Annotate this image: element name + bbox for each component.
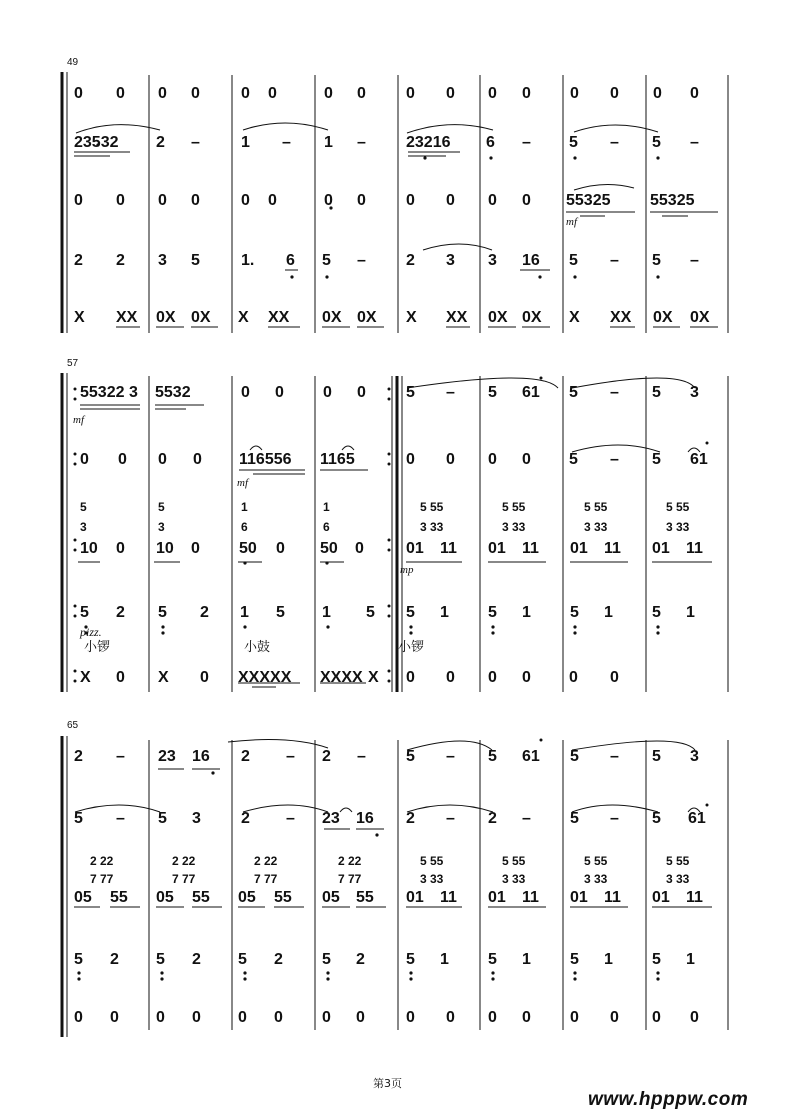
note-s3-r2-14: –	[610, 810, 619, 827]
note-s1-r4-4: 5	[191, 252, 200, 269]
note-s1-r4-15: 5	[652, 252, 661, 269]
note-s3-r2-12: –	[522, 810, 531, 827]
note-s3-r5-8: 0	[356, 1009, 365, 1026]
note-s1-r2-6: 1	[324, 134, 333, 151]
chord-stack-4-4-1: 5 55	[666, 854, 690, 868]
note-s2-r2-1: 0	[80, 451, 89, 468]
note-s1-r5-6: XX	[268, 309, 290, 326]
note-s1-r5-7: 0X	[322, 309, 342, 326]
note-s1-r4-3: 3	[158, 252, 167, 269]
note-s1-r5-5: X	[238, 309, 249, 326]
note-s2-r4-7: 1	[322, 604, 331, 621]
site-watermark: www.hpppw.com	[588, 1089, 749, 1110]
note-s3-r4-11: 5	[488, 951, 497, 968]
page-number: 第3页	[373, 1077, 402, 1090]
note-s3-r5-13: 0	[570, 1009, 579, 1026]
note-s2-r4-16: 1	[686, 604, 695, 621]
note-s3-r1-9: 5	[406, 748, 415, 765]
note-s2-r1-10: 61	[522, 384, 540, 401]
xiaoluo-label-2: 小锣	[398, 640, 425, 655]
note-s3-r1-8: –	[357, 748, 366, 765]
note-s3-r5-4: 0	[192, 1009, 201, 1026]
note-s1-r1-14: 0	[610, 85, 619, 102]
chord-stack-3-4-1: 2 22	[338, 854, 362, 868]
dynamic-mf-1: mf	[566, 216, 577, 228]
note-s3-r2-10: –	[446, 810, 455, 827]
note-s3-r5-5: 0	[238, 1009, 247, 1026]
note-s2-r2-4: 0	[193, 451, 202, 468]
note-s3-r4-10: 1	[440, 951, 449, 968]
note-s1-r2-11: 5	[569, 134, 578, 151]
note-s3-r2-11: 2	[488, 810, 497, 827]
note-s3-r4-4: 2	[192, 951, 201, 968]
note-s3-r2-8: 16	[356, 810, 374, 827]
note-s2-r4-15: 5	[652, 604, 661, 621]
note-s3-r3-7: 05	[322, 889, 340, 906]
note-s3-r5-15: 0	[652, 1009, 661, 1026]
chord-stack-3-2-1: 2 22	[172, 854, 196, 868]
note-s3-r4-15: 5	[652, 951, 661, 968]
note-s3-r5-7: 0	[322, 1009, 331, 1026]
note-s1-r2-3: –	[191, 134, 200, 151]
note-s2-r4-13: 5	[570, 604, 579, 621]
note-s3-r5-2: 0	[110, 1009, 119, 1026]
note-s2-r3-1: 10	[80, 540, 98, 557]
note-s1-r1-8: 0	[357, 85, 366, 102]
note-s2-r1-6: 0	[357, 384, 366, 401]
note-s2-r3-7: 50	[320, 540, 338, 557]
note-s1-r1-12: 0	[522, 85, 531, 102]
note-s1-r3-5: 0	[241, 192, 250, 209]
chord-stack-4-2-1: 5 55	[502, 854, 526, 868]
note-s3-r3-10: 11	[440, 889, 457, 906]
note-s2-r1-3: 0	[241, 384, 250, 401]
note-s1-r1-13: 0	[570, 85, 579, 102]
note-s1-r4-14: –	[610, 252, 619, 269]
chord-stack-2-1-1: 5 55	[420, 500, 444, 514]
note-s3-r2-5: 2	[241, 810, 250, 827]
note-s1-r4-6: 6	[286, 252, 295, 269]
note-s2-r4-9: 5	[406, 604, 415, 621]
note-s2-r5-5: XXXXX	[238, 669, 292, 686]
note-s1-r1-9: 0	[406, 85, 415, 102]
note-s3-r1-12: 61	[522, 748, 540, 765]
note-s1-r5-1: X	[74, 309, 85, 326]
note-s2-r2-5: 116556	[239, 451, 292, 468]
note-s3-r5-6: 0	[274, 1009, 283, 1026]
note-s2-r3-5: 50	[239, 540, 257, 557]
note-s2-r1-5: 0	[323, 384, 332, 401]
note-s2-r4-14: 1	[604, 604, 613, 621]
note-s1-r1-6: 0	[268, 85, 277, 102]
note-s2-r2-10: 0	[522, 451, 531, 468]
note-s3-r3-2: 55	[110, 889, 128, 906]
note-s1-r1-1: 0	[74, 85, 83, 102]
note-s2-r4-12: 1	[522, 604, 531, 621]
note-s3-r3-9: 01	[406, 889, 424, 906]
note-s1-r3-9: 0	[406, 192, 415, 209]
note-s1-r5-16: 0X	[690, 309, 710, 326]
note-s3-r3-15: 01	[652, 889, 670, 906]
note-s2-r3-2: 0	[116, 540, 125, 557]
note-s2-r2-12: –	[610, 451, 619, 468]
note-s2-r1-12: –	[610, 384, 619, 401]
note-s2-r2-6: 1165	[320, 451, 355, 468]
chord-stack-2-4-1: 5 55	[666, 500, 690, 514]
note-s2-r3-8: 0	[355, 540, 364, 557]
note-s3-r5-10: 0	[446, 1009, 455, 1026]
note-s1-r2-5: –	[282, 134, 291, 151]
note-s3-r5-3: 0	[156, 1009, 165, 1026]
note-s2-r5-1: X	[80, 669, 91, 686]
note-s2-r3-4: 0	[191, 540, 200, 557]
note-s3-r2-13: 5	[570, 810, 579, 827]
note-s3-r2-2: –	[116, 810, 125, 827]
chord-stack-4-2-2: 3 33	[502, 872, 526, 886]
note-s3-r3-6: 55	[274, 889, 292, 906]
note-s2-r5-12: 0	[569, 669, 578, 686]
note-s3-r5-11: 0	[488, 1009, 497, 1026]
chord-stack-4-4-2: 3 33	[666, 872, 690, 886]
note-s2-r2-11: 5	[569, 451, 578, 468]
note-s1-r4-7: 5	[322, 252, 331, 269]
chord-stack-1-1-2: 3	[80, 520, 87, 534]
note-s1-r4-9: 2	[406, 252, 415, 269]
note-s1-r2-7: –	[357, 134, 366, 151]
note-s3-r1-13: 5	[570, 748, 579, 765]
note-s3-r1-3: 23	[158, 748, 176, 765]
chord-stack-1-2-2: 3	[158, 520, 165, 534]
note-s2-r1-14: 3	[690, 384, 699, 401]
note-s2-r4-4: 2	[200, 604, 209, 621]
note-s3-r1-6: –	[286, 748, 295, 765]
note-s2-r5-7: X	[368, 669, 379, 686]
note-s2-r5-11: 0	[522, 669, 531, 686]
note-s3-r5-14: 0	[610, 1009, 619, 1026]
note-s1-r5-12: 0X	[522, 309, 542, 326]
note-s3-r4-6: 2	[274, 951, 283, 968]
chord-stack-3-1-2: 7 77	[90, 872, 114, 886]
note-s3-r5-9: 0	[406, 1009, 415, 1026]
note-s2-r4-1: 5	[80, 604, 89, 621]
note-s3-r2-7: 23	[322, 810, 340, 827]
chord-stack-4-3-1: 5 55	[584, 854, 608, 868]
note-s2-r4-3: 5	[158, 604, 167, 621]
note-s1-r5-15: 0X	[653, 309, 673, 326]
note-s1-r3-10: 0	[446, 192, 455, 209]
note-s3-r3-13: 01	[570, 889, 588, 906]
note-s2-r3-13: 01	[570, 540, 588, 557]
note-s3-r2-1: 5	[74, 810, 83, 827]
note-s2-r2-9: 0	[488, 451, 497, 468]
note-s1-r4-11: 3	[488, 252, 497, 269]
dynamic-mp: mp	[400, 564, 414, 576]
chord-stack-1-4-2: 6	[323, 520, 330, 534]
note-s1-r2-9: 6	[486, 134, 495, 151]
bar-number-65: 65	[67, 720, 79, 731]
note-s1-r1-16: 0	[690, 85, 699, 102]
note-s1-r5-14: XX	[610, 309, 632, 326]
chord-stack-3-4-2: 7 77	[338, 872, 362, 886]
note-s2-r5-9: 0	[446, 669, 455, 686]
note-s2-r5-4: 0	[200, 669, 209, 686]
note-s3-r1-4: 16	[192, 748, 210, 765]
note-s3-r1-11: 5	[488, 748, 497, 765]
note-s1-r4-1: 2	[74, 252, 83, 269]
note-s3-r4-12: 1	[522, 951, 531, 968]
note-s3-r2-15: 5	[652, 810, 661, 827]
note-s2-r1-13: 5	[652, 384, 661, 401]
note-s3-r4-1: 5	[74, 951, 83, 968]
note-s2-r2-8: 0	[446, 451, 455, 468]
note-s1-r3-3: 0	[158, 192, 167, 209]
note-s3-r2-6: –	[286, 810, 295, 827]
dynamic-mf-3: mf	[237, 477, 248, 489]
note-s2-r2-13: 5	[652, 451, 661, 468]
xiaogu-label: 小鼓	[244, 640, 271, 655]
note-s1-r4-2: 2	[116, 252, 125, 269]
note-s1-r5-3: 0X	[156, 309, 176, 326]
note-s1-r2-12: –	[610, 134, 619, 151]
note-s1-r4-10: 3	[446, 252, 455, 269]
note-s1-r3-4: 0	[191, 192, 200, 209]
note-s2-r1-1: 55322 3	[80, 384, 138, 401]
note-s2-r3-9: 01	[406, 540, 424, 557]
note-s2-r1-9: 5	[488, 384, 497, 401]
note-s3-r4-5: 5	[238, 951, 247, 968]
chord-stack-1-4-1: 1	[323, 500, 330, 514]
chord-stack-3-3-1: 2 22	[254, 854, 278, 868]
note-s1-r3-2: 0	[116, 192, 125, 209]
note-s3-r1-14: –	[610, 748, 619, 765]
note-s2-r3-10: 11	[440, 540, 457, 557]
note-s2-r5-10: 0	[488, 669, 497, 686]
note-s3-r4-9: 5	[406, 951, 415, 968]
note-s1-r4-8: –	[357, 252, 366, 269]
note-s1-r4-13: 5	[569, 252, 578, 269]
note-s2-r2-3: 0	[158, 451, 167, 468]
note-s3-r3-16: 11	[686, 889, 703, 906]
note-s3-r3-8: 55	[356, 889, 374, 906]
note-s1-r2-13: 5	[652, 134, 661, 151]
chord-stack-4-3-2: 3 33	[584, 872, 608, 886]
note-s2-r3-11: 01	[488, 540, 506, 557]
chord-stack-2-3-2: 3 33	[584, 520, 608, 534]
chord-stack-2-1-2: 3 33	[420, 520, 444, 534]
note-s1-r3-13: 55325	[566, 192, 611, 209]
note-s3-r4-2: 2	[110, 951, 119, 968]
note-s3-r1-5: 2	[241, 748, 250, 765]
dynamic-mf-2: mf	[73, 414, 84, 426]
note-s1-r4-12: 16	[522, 252, 540, 269]
note-s2-r3-15: 01	[652, 540, 670, 557]
note-s2-r5-3: X	[158, 669, 169, 686]
note-s1-r3-7: 0	[324, 192, 333, 209]
note-s3-r5-16: 0	[690, 1009, 699, 1026]
note-s1-r2-14: –	[690, 134, 699, 151]
bar-number-49: 49	[67, 57, 79, 68]
chord-stack-1-3-1: 1	[241, 500, 248, 514]
chord-stack-3-2-2: 7 77	[172, 872, 196, 886]
chord-stack-1-2-1: 5	[158, 500, 165, 514]
note-s3-r4-8: 2	[356, 951, 365, 968]
chord-stack-1-3-2: 6	[241, 520, 248, 534]
note-s3-r2-4: 3	[192, 810, 201, 827]
note-s3-r2-9: 2	[406, 810, 415, 827]
note-s3-r1-1: 2	[74, 748, 83, 765]
chord-stack-2-2-2: 3 33	[502, 520, 526, 534]
chord-stack-2-2-1: 5 55	[502, 500, 526, 514]
note-s2-r4-10: 1	[440, 604, 449, 621]
note-s1-r1-2: 0	[116, 85, 125, 102]
note-s1-r2-8: 23216	[406, 134, 451, 151]
note-s3-r4-3: 5	[156, 951, 165, 968]
note-s3-r1-2: –	[116, 748, 125, 765]
note-s3-r4-13: 5	[570, 951, 579, 968]
note-s2-r1-11: 5	[569, 384, 578, 401]
note-s2-r2-2: 0	[118, 451, 127, 468]
note-s1-r1-3: 0	[158, 85, 167, 102]
chord-stack-4-1-1: 5 55	[420, 854, 444, 868]
note-s2-r1-2: 5532	[155, 384, 191, 401]
note-s1-r3-6: 0	[268, 192, 277, 209]
chord-stack-1-1-1: 5	[80, 500, 87, 514]
note-s1-r5-10: XX	[446, 309, 468, 326]
note-s1-r4-5: 1.	[241, 252, 255, 269]
note-s1-r1-10: 0	[446, 85, 455, 102]
chord-stack-3-3-2: 7 77	[254, 872, 278, 886]
note-s2-r3-3: 10	[156, 540, 174, 557]
note-s3-r1-10: –	[446, 748, 455, 765]
note-s3-r3-11: 01	[488, 889, 506, 906]
note-s1-r5-4: 0X	[191, 309, 211, 326]
note-s2-r4-2: 2	[116, 604, 125, 621]
pizz-label: pizz.	[80, 625, 102, 639]
note-s3-r1-16: 3	[690, 748, 699, 765]
bar-number-57: 57	[67, 358, 79, 369]
note-s2-r3-16: 11	[686, 540, 703, 557]
note-s1-r3-11: 0	[488, 192, 497, 209]
note-s2-r1-4: 0	[275, 384, 284, 401]
note-s3-r5-1: 0	[74, 1009, 83, 1026]
note-s3-r1-15: 5	[652, 748, 661, 765]
note-s1-r1-4: 0	[191, 85, 200, 102]
note-s2-r5-6: XXXX	[320, 669, 363, 686]
note-s1-r3-8: 0	[357, 192, 366, 209]
note-s1-r1-5: 0	[241, 85, 250, 102]
note-s2-r2-7: 0	[406, 451, 415, 468]
note-s3-r3-12: 11	[522, 889, 539, 906]
note-s1-r2-1: 23532	[74, 134, 119, 151]
note-s3-r2-3: 5	[158, 810, 167, 827]
note-s3-r3-14: 11	[604, 889, 621, 906]
note-s1-r2-4: 1	[241, 134, 250, 151]
note-s3-r3-5: 05	[238, 889, 256, 906]
note-s2-r3-14: 11	[604, 540, 621, 557]
note-s2-r4-8: 5	[366, 604, 375, 621]
note-s2-r5-13: 0	[610, 669, 619, 686]
note-s2-r3-6: 0	[276, 540, 285, 557]
note-s1-r5-8: 0X	[357, 309, 377, 326]
note-s1-r1-15: 0	[653, 85, 662, 102]
note-s2-r3-12: 11	[522, 540, 539, 557]
note-s2-r1-7: 5	[406, 384, 415, 401]
note-s3-r3-3: 05	[156, 889, 174, 906]
note-s1-r5-11: 0X	[488, 309, 508, 326]
note-s1-r2-2: 2	[156, 134, 165, 151]
note-s1-r1-11: 0	[488, 85, 497, 102]
note-s1-r3-14: 55325	[650, 192, 695, 209]
note-s1-r5-2: XX	[116, 309, 138, 326]
note-s3-r4-7: 5	[322, 951, 331, 968]
chord-stack-4-1-2: 3 33	[420, 872, 444, 886]
note-s2-r4-5: 1	[240, 604, 249, 621]
note-s1-r4-16: –	[690, 252, 699, 269]
note-s1-r5-13: X	[569, 309, 580, 326]
note-s1-r3-12: 0	[522, 192, 531, 209]
chord-stack-2-4-2: 3 33	[666, 520, 690, 534]
note-s3-r4-14: 1	[604, 951, 613, 968]
chord-stack-2-3-1: 5 55	[584, 500, 608, 514]
note-s3-r3-4: 55	[192, 889, 210, 906]
note-s2-r5-2: 0	[116, 669, 125, 686]
note-s3-r2-16: 61	[688, 810, 706, 827]
note-s2-r4-6: 5	[276, 604, 285, 621]
xiaoluo-label-1: 小锣	[84, 640, 111, 655]
note-s1-r1-7: 0	[324, 85, 333, 102]
note-s3-r4-16: 1	[686, 951, 695, 968]
note-s3-r5-12: 0	[522, 1009, 531, 1026]
note-s2-r5-8: 0	[406, 669, 415, 686]
note-s2-r2-14: 61	[690, 451, 708, 468]
note-s3-r3-1: 05	[74, 889, 92, 906]
chord-stack-3-1-1: 2 22	[90, 854, 114, 868]
note-s2-r4-11: 5	[488, 604, 497, 621]
note-s1-r2-10: –	[522, 134, 531, 151]
note-s1-r3-1: 0	[74, 192, 83, 209]
note-s3-r1-7: 2	[322, 748, 331, 765]
note-s2-r1-8: –	[446, 384, 455, 401]
note-s1-r5-9: X	[406, 309, 417, 326]
